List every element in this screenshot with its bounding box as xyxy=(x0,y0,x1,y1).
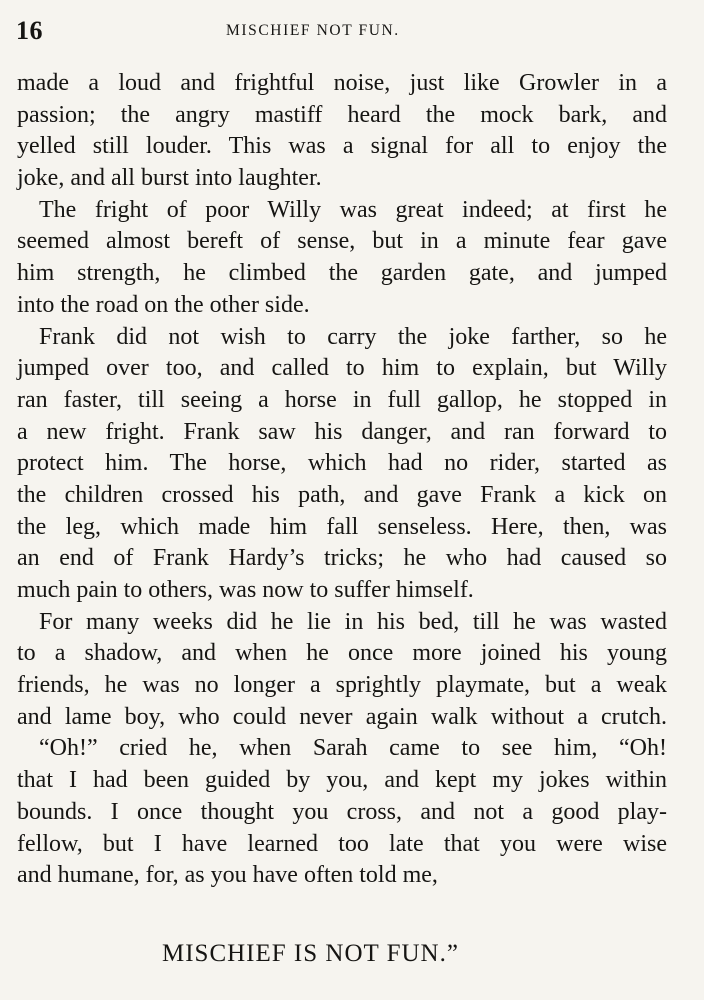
text-line: bounds. I once thought you cross, and not a good play- xyxy=(17,798,667,825)
text-line: The fright of poor Willy was great indeed; at first he xyxy=(39,196,667,223)
text-line: and humane, for, as you have often told me, xyxy=(17,862,438,889)
text-line: the leg, which made him fall senseless. Here, then, was xyxy=(17,513,667,540)
text-line: passion; the angry mastiff heard the mock bark, and xyxy=(17,101,667,128)
body-text xyxy=(17,68,667,892)
text-line: yelled still louder. This was a signal for all to enjoy the xyxy=(17,133,667,160)
text-line: For many weeks did he lie in his bed, till he was wasted xyxy=(39,608,667,635)
text-line: Frank did not wish to carry the joke farther, so he xyxy=(39,323,667,350)
running-head: MISCHIEF NOT FUN. xyxy=(226,22,400,39)
text-line: and lame boy, who could never again walk without a crutch. xyxy=(17,703,667,730)
text-line: friends, he was no longer a sprightly playmate, but a weak xyxy=(17,672,667,699)
text-line: seemed almost bereft of sense, but in a minute fear gave xyxy=(17,228,667,255)
text-line: much pain to others, was now to suffer himself. xyxy=(17,577,474,603)
text-line: the children crossed his path, and gave Frank a kick on xyxy=(17,481,667,508)
text-line: a new fright. Frank saw his danger, and ran forward to xyxy=(17,418,667,445)
text-line: joke, and all burst into laughter. xyxy=(17,165,322,192)
text-line: jumped over too, and called to him to explain, but Willy xyxy=(17,355,667,382)
text-line: into the road on the other side. xyxy=(17,291,310,318)
text-line: him strength, he climbed the garden gate, and jumped xyxy=(17,260,667,287)
page-number: 16 xyxy=(16,16,43,45)
text-line: an end of Frank Hardy’s tricks; he who had caused so xyxy=(17,545,667,572)
closing-motto: MISCHIEF IS NOT FUN.” xyxy=(162,940,459,967)
text-line: to a shadow, and when he once more joined his young xyxy=(17,640,667,667)
text-line: protect him. The horse, which had no rider, started as xyxy=(17,450,667,477)
text-line: made a loud and frightful noise, just like Growler in a xyxy=(17,70,667,96)
text-line: fellow, but I have learned too late that you were wise xyxy=(17,830,667,857)
text-line: that I had been guided by you, and kept my jokes within xyxy=(17,767,667,794)
text-line: “Oh!” cried he, when Sarah came to see him, “Oh! xyxy=(39,735,667,762)
text-line: ran faster, till seeing a horse in full gallop, he stopped in xyxy=(17,386,667,413)
